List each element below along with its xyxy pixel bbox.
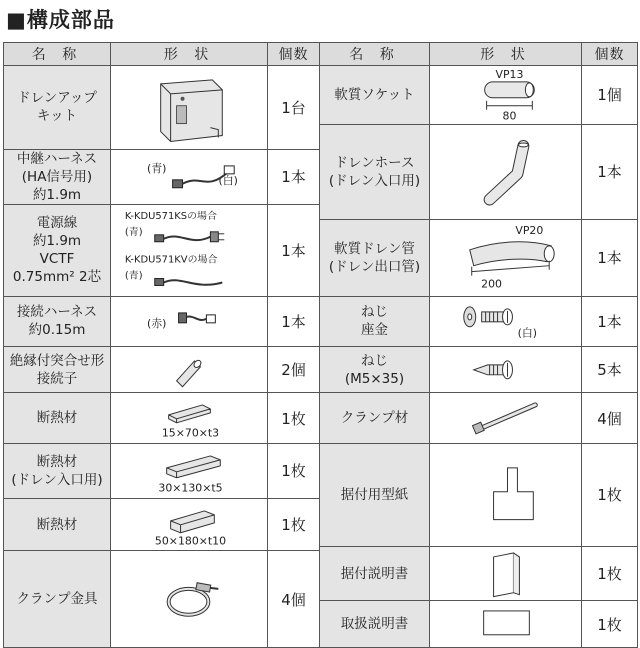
connection-harness-icon bbox=[179, 313, 216, 323]
soft-socket-length-label: 80 bbox=[502, 109, 517, 123]
hose-clamp-icon bbox=[169, 583, 219, 615]
shape-soft-drain-pipe bbox=[430, 219, 582, 296]
shape-drain-up-kit bbox=[111, 66, 268, 150]
shape-insulation-drain-inlet bbox=[111, 444, 268, 499]
insulation-small-size-label: 15×70×t3 bbox=[161, 427, 220, 441]
count-insulation-small: 1枚 bbox=[268, 393, 320, 444]
count-insulation-large: 1枚 bbox=[268, 498, 320, 551]
header-name-right: 名 称 bbox=[320, 43, 430, 66]
header-shape-right: 形 状 bbox=[430, 43, 582, 66]
insulation-large-size-label: 50×180×t10 bbox=[154, 534, 227, 548]
shape-power-cord bbox=[111, 204, 268, 296]
installation-manual-icon bbox=[494, 553, 520, 597]
drain-hose-icon bbox=[430, 134, 581, 210]
count-soft-drain-pipe: 1本 bbox=[582, 219, 638, 296]
count-connection-harness: 1本 bbox=[268, 297, 320, 347]
name-drain-hose: ドレンホース (ドレン入口用) bbox=[320, 124, 430, 219]
name-clamp-material: クランプ材 bbox=[320, 393, 430, 444]
name-relay-harness: 中継ハーネス (HA信号用) 約1.9m bbox=[4, 149, 111, 204]
insulation-drain-inlet-size-label: 30×130×t5 bbox=[158, 481, 223, 495]
power-cord-kv-blue-label: (青) bbox=[124, 270, 143, 282]
shape-installation-template bbox=[430, 444, 582, 547]
shape-installation-manual bbox=[430, 546, 582, 601]
cable-tie-icon bbox=[472, 405, 535, 434]
shape-butt-connector bbox=[111, 346, 268, 393]
power-cord-kv-icon bbox=[155, 278, 223, 285]
count-screw-m5: 5本 bbox=[582, 346, 638, 393]
screw-m5-icon bbox=[474, 361, 513, 379]
name-soft-socket: 軟質ソケット bbox=[320, 66, 430, 125]
power-cord-ks-blue-label: (青) bbox=[124, 226, 143, 238]
shape-connection-harness bbox=[111, 297, 268, 347]
count-soft-socket: 1個 bbox=[582, 66, 638, 125]
name-power-cord: 電源線 約1.9m VCTF 0.75mm² 2芯 bbox=[4, 204, 111, 296]
shape-clamp-fitting bbox=[111, 551, 268, 648]
power-cord-kv-label: K-KDU571KVの場合 bbox=[124, 254, 218, 266]
header-shape-left: 形 状 bbox=[111, 43, 268, 66]
name-installation-template: 据付用型紙 bbox=[320, 444, 430, 547]
count-butt-connector: 2個 bbox=[268, 346, 320, 393]
shape-clamp-material bbox=[430, 393, 582, 444]
count-screw-washer: 1本 bbox=[582, 297, 638, 347]
count-power-cord: 1本 bbox=[268, 204, 320, 296]
insulation-large-icon bbox=[171, 511, 215, 533]
drain-up-kit-icon bbox=[111, 66, 267, 148]
count-drain-hose: 1本 bbox=[582, 124, 638, 219]
parts-table bbox=[3, 42, 638, 648]
shape-user-manual bbox=[430, 601, 582, 648]
count-clamp-fitting: 4個 bbox=[268, 551, 320, 648]
name-soft-drain-pipe: 軟質ドレン管 (ドレン出口管) bbox=[320, 219, 430, 296]
washer-icon bbox=[464, 307, 476, 327]
header-count-left: 個数 bbox=[268, 43, 320, 66]
connection-harness-red-label: (赤) bbox=[146, 316, 167, 330]
name-clamp-fitting: クランプ金具 bbox=[4, 551, 111, 648]
section-title: ■構成部品 bbox=[6, 8, 115, 32]
shape-insulation-small bbox=[111, 393, 268, 444]
name-connection-harness: 接続ハーネス 約0.15m bbox=[4, 297, 111, 347]
shape-soft-socket bbox=[430, 66, 582, 125]
count-user-manual: 1枚 bbox=[582, 601, 638, 648]
screw-washer-white-label: (白) bbox=[517, 326, 538, 340]
name-butt-connector: 絶縁付突合せ形 接続子 bbox=[4, 346, 111, 393]
header-name-left: 名 称 bbox=[4, 43, 111, 66]
soft-drain-pipe-length-label: 200 bbox=[481, 277, 503, 291]
count-insulation-drain-inlet: 1枚 bbox=[268, 444, 320, 499]
relay-harness-blue-label: (青) bbox=[147, 161, 167, 175]
count-relay-harness: 1本 bbox=[268, 149, 320, 204]
soft-socket-type-label: VP13 bbox=[495, 67, 524, 81]
header-row bbox=[4, 43, 638, 66]
name-installation-manual: 据付説明書 bbox=[320, 546, 430, 601]
count-drain-up-kit: 1台 bbox=[268, 66, 320, 150]
soft-drain-pipe-icon bbox=[470, 241, 551, 265]
count-installation-template: 1枚 bbox=[582, 444, 638, 547]
insulation-small-icon bbox=[169, 405, 211, 423]
name-screw-m5: ねじ (M5×35) bbox=[320, 346, 430, 393]
shape-drain-hose bbox=[430, 124, 582, 219]
soft-drain-pipe-type-label: VP20 bbox=[515, 223, 544, 237]
relay-harness-white-label: (白) bbox=[218, 173, 238, 187]
name-user-manual: 取扱説明書 bbox=[320, 601, 430, 648]
insulation-drain-inlet-icon bbox=[167, 456, 221, 478]
name-insulation-drain-inlet: 断熱材 (ドレン入口用) bbox=[4, 444, 111, 499]
installation-template-icon bbox=[494, 468, 534, 520]
power-cord-ks-label: K-KDU571KSの場合 bbox=[124, 210, 217, 222]
name-insulation-small: 断熱材 bbox=[4, 393, 111, 444]
header-count-right: 個数 bbox=[582, 43, 638, 66]
shape-screw-m5 bbox=[430, 346, 582, 393]
count-clamp-material: 4個 bbox=[582, 393, 638, 444]
shape-insulation-large bbox=[111, 498, 268, 551]
screw-icon bbox=[482, 309, 513, 325]
count-installation-manual: 1枚 bbox=[582, 546, 638, 601]
name-insulation-large: 断熱材 bbox=[4, 498, 111, 551]
user-manual-icon bbox=[484, 611, 530, 635]
shape-relay-harness bbox=[111, 149, 268, 204]
shape-screw-washer bbox=[430, 297, 582, 347]
name-screw-washer: ねじ 座金 bbox=[320, 297, 430, 347]
name-drain-up-kit: ドレンアップ キット bbox=[4, 66, 111, 150]
power-cord-ks-icon bbox=[155, 231, 225, 241]
